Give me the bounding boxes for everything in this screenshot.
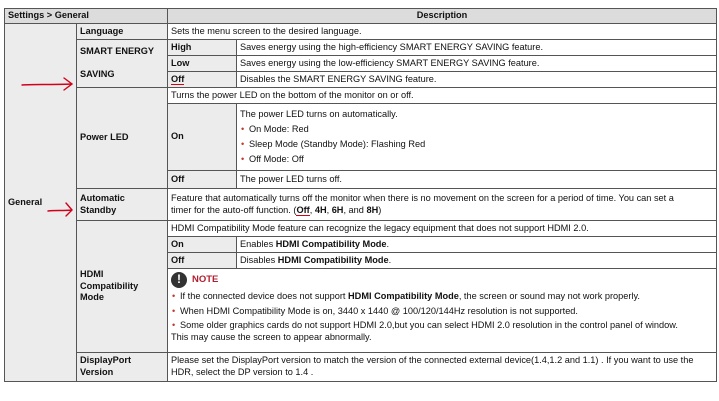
auto-standby-name-2: Standby xyxy=(80,204,117,215)
note-header xyxy=(171,272,713,288)
header-row xyxy=(5,9,717,24)
smart-energy-off-label: Off xyxy=(171,73,185,84)
note1-bold: HDMI Compatibility Mode xyxy=(348,291,459,301)
power-led-opt-off: Off xyxy=(168,171,237,189)
power-led-bullets xyxy=(240,124,713,165)
auto-standby-desc-prefix: timer for the auto-off function. ( xyxy=(171,204,297,215)
displayport-desc xyxy=(168,353,717,382)
hdmi-name-1: HDMI xyxy=(80,269,104,280)
settings-table xyxy=(4,8,717,382)
language-desc: Sets the menu screen to the desired language. xyxy=(168,24,717,40)
power-led-on-text: The power LED turns on automatically. xyxy=(240,108,398,119)
item-displayport-version xyxy=(77,353,168,382)
item-power-led: Power LED xyxy=(77,88,168,189)
auto-standby-and: and xyxy=(348,204,364,215)
note3-continuation: This may cause the screen to appear abnormally. xyxy=(171,331,372,342)
item-automatic-standby xyxy=(77,189,168,221)
note-list xyxy=(171,291,713,332)
hdmi-name-2: Compatibility xyxy=(80,280,139,291)
power-led-bullet: • Off Mode: Off xyxy=(240,154,713,166)
hdmi-desc-on xyxy=(237,237,717,253)
auto-standby-name-1: Automatic xyxy=(80,192,125,203)
hdmi-off-bold: HDMI Compatibility Mode xyxy=(277,254,389,265)
power-led-bullet: • On Mode: Red xyxy=(240,124,713,136)
auto-standby-opt-6h: 6H xyxy=(331,204,344,215)
smart-energy-desc-high: Saves energy using the high-efficiency SMART ENERGY SAVING feature. xyxy=(237,40,717,56)
auto-standby-suffix: ) xyxy=(378,204,382,215)
hdmi-on-bold: HDMI Compatibility Mode xyxy=(275,238,387,249)
smart-energy-opt-off xyxy=(168,72,237,88)
note1-suffix: , the screen or sound may not work properly. xyxy=(458,291,640,301)
hdmi-name-3: Mode xyxy=(80,292,104,303)
hdmi-on-suffix: . xyxy=(386,238,390,249)
note-item: • Some older graphics cards do not support HDMI 2.0,but you can select HDMI 2.0 resolution in the control panel of window. xyxy=(171,320,713,332)
item-language: Language xyxy=(77,24,168,40)
exclamation-icon: ! xyxy=(171,272,187,288)
auto-standby-desc-2: timer for the auto-off function. (Off, 4H, 6H, and 8H) xyxy=(171,204,382,215)
item-smart-energy-saving xyxy=(77,40,168,88)
hdmi-note-box xyxy=(168,269,717,353)
smart-energy-opt-low: Low xyxy=(168,56,237,72)
note-title: NOTE xyxy=(192,274,219,286)
power-led-opt-on: On xyxy=(168,104,237,171)
power-led-desc-off: The power LED turns off. xyxy=(237,171,717,189)
note-item xyxy=(171,291,713,303)
power-led-intro: Turns the power LED on the bottom of the monitor on or off. xyxy=(168,88,717,104)
displayport-desc-2: HDR, select the DP version to 1.4 . xyxy=(171,367,314,377)
hdmi-desc-off xyxy=(237,253,717,269)
auto-standby-opt-8h: 8H xyxy=(366,204,379,215)
power-led-bullet: • Sleep Mode (Standby Mode): Flashing Red xyxy=(240,139,713,151)
header-description: Description xyxy=(168,9,717,24)
displayport-desc-1: Please set the DisplayPort version to match the version of the connected external device(1.4,1.2 and 1.1) . If you want to use the xyxy=(171,355,694,366)
auto-standby-desc-1: Feature that automatically turns off the monitor when there is no movement on the screen for a period of time. You can set a xyxy=(171,192,674,203)
hdmi-opt-off: Off xyxy=(168,253,237,269)
smart-energy-desc-low: Saves energy using the low-efficiency SMART ENERGY SAVING feature. xyxy=(237,56,717,72)
auto-standby-desc xyxy=(168,189,717,221)
hdmi-off-prefix: Disables xyxy=(240,254,278,265)
smart-energy-name-1: SMART ENERGY xyxy=(80,46,155,57)
auto-standby-opt-4h: 4H xyxy=(314,204,327,215)
note-item: • When HDMI Compatibility Mode is on, 3440 x 1440 @ 100/120/144Hz resolution is not supported. xyxy=(171,306,713,318)
hdmi-off-suffix: . xyxy=(388,254,392,265)
smart-energy-name-2: SAVING xyxy=(80,69,115,79)
category-general: General xyxy=(5,24,77,382)
smart-energy-opt-high: High xyxy=(168,40,237,56)
hdmi-on-prefix: Enables xyxy=(240,238,276,249)
displayport-name-2: Version xyxy=(80,367,114,377)
note1-prefix: If the connected device does not support xyxy=(180,291,349,301)
auto-standby-opt-off: Off xyxy=(296,204,310,215)
header-settings: Settings > General xyxy=(5,9,168,24)
smart-energy-desc-off: Disables the SMART ENERGY SAVING feature. xyxy=(237,72,717,88)
displayport-name-1: DisplayPort xyxy=(80,355,132,366)
item-hdmi-compatibility-mode xyxy=(77,221,168,353)
hdmi-opt-on: On xyxy=(168,237,237,253)
power-led-desc-on xyxy=(237,104,717,171)
hdmi-intro: HDMI Compatibility Mode feature can recognize the legacy equipment that does not support HDMI 2.0. xyxy=(168,221,717,237)
